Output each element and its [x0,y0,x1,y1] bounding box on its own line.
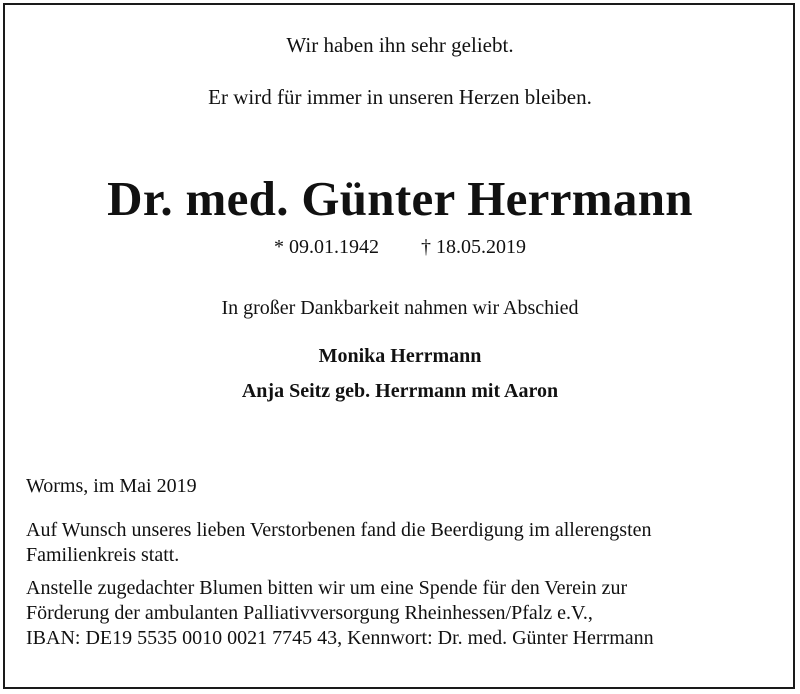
funeral-note-line: Auf Wunsch unseres lieben Verstorbenen fand die Beerdigung im allerengsten [26,519,652,541]
motto-line-1: Wir haben ihn sehr geliebt. [286,33,514,57]
life-dates [0,236,800,259]
funeral-note-line: Familienkreis statt. [26,544,180,566]
motto-line-2: Er wird für immer in unseren Herzen bleiben. [208,85,592,109]
mourner-name: Monika Herrmann [318,345,482,367]
mourner-name: Anja Seitz geb. Herrmann mit Aaron [241,380,559,402]
deceased-name: Dr. med. Günter Herrmann [107,171,693,226]
farewell-line: In großer Dankbarkeit nahmen wir Abschied [221,297,579,319]
funeral-note [26,518,786,568]
birth-date: * 09.01.1942 [274,236,379,258]
donation-note [26,576,786,651]
place-date: Worms, im Mai 2019 [26,475,197,497]
donation-note-line: Förderung der ambulanten Palliativversorgung Rheinhessen/Pfalz e.V., [26,602,593,624]
death-date: † 18.05.2019 [421,236,526,258]
donation-note-line: IBAN: DE19 5535 0010 0021 7745 43, Kennwort: Dr. med. Günter Herrmann [26,627,654,649]
donation-note-line: Anstelle zugedachter Blumen bitten wir um eine Spende für den Verein zur [26,577,628,599]
